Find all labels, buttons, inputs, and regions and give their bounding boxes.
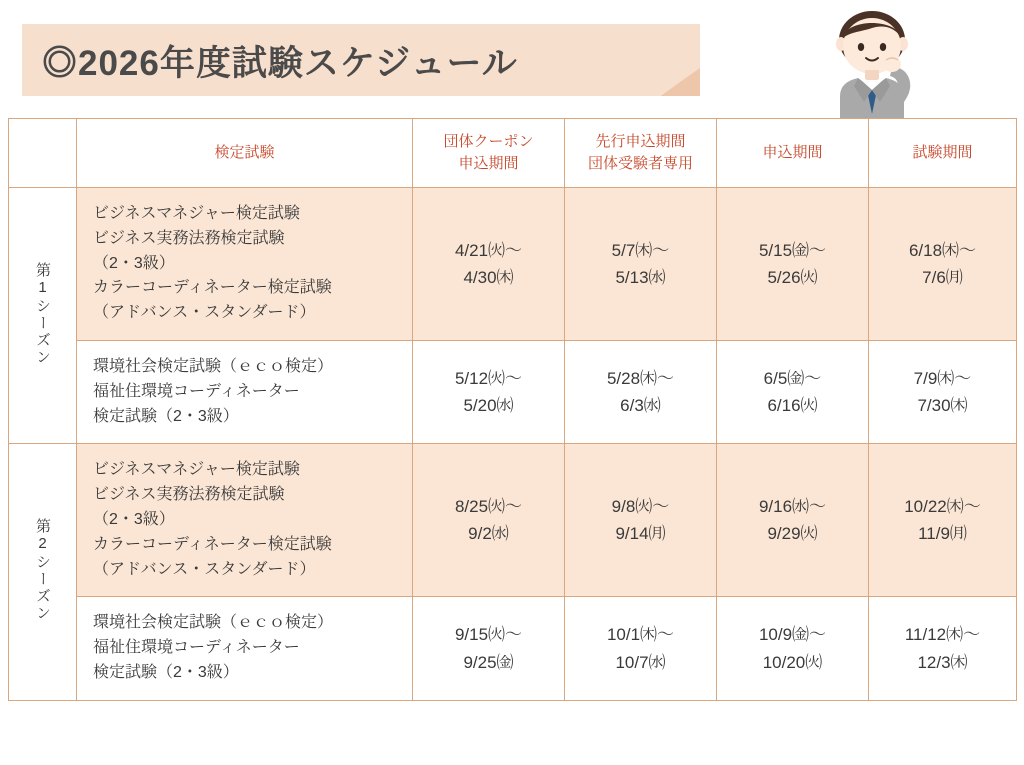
exam-period-cell bbox=[869, 340, 1017, 443]
table-row bbox=[9, 597, 1017, 700]
date-line: 10/20㈫ bbox=[762, 652, 823, 672]
date-line: 5/13㈬ bbox=[615, 267, 666, 287]
date-line: 9/15㈫〜 bbox=[454, 625, 523, 645]
apply-period-cell bbox=[717, 188, 869, 341]
group-coupon-period-cell bbox=[413, 597, 565, 700]
date-line: 5/26㈫ bbox=[767, 267, 818, 287]
date-line: 9/8㈫〜 bbox=[611, 497, 670, 517]
date-line: 9/16㈬〜 bbox=[758, 497, 827, 517]
exam-name: 検定試験（2・3級） bbox=[93, 663, 239, 681]
date-line: 6/16㈫ bbox=[767, 396, 818, 416]
header-group-coupon-line1: 団体クーポン bbox=[443, 133, 534, 151]
date-line: 7/30㈭ bbox=[917, 396, 968, 416]
date-line: 8/25㈫〜 bbox=[454, 497, 523, 517]
preapply-period-cell bbox=[565, 188, 717, 341]
header-preapply bbox=[565, 119, 717, 188]
exam-name: ビジネスマネジャー検定試験 bbox=[93, 461, 300, 479]
season-label-cell-2 bbox=[9, 444, 77, 700]
exam-name: 検定試験（2・3級） bbox=[93, 407, 239, 425]
exam-name: 環境社会検定試験（ｅｃｏ検定） bbox=[93, 614, 334, 632]
exam-period-cell bbox=[869, 188, 1017, 341]
exam-name: 福祉住環境コーディネーター bbox=[93, 639, 300, 657]
date-line: 6/18㈭〜 bbox=[908, 240, 977, 260]
date-line: 12/3㈭ bbox=[917, 652, 968, 672]
header-blank bbox=[9, 119, 77, 188]
season-label-1: 第1シーズン bbox=[34, 261, 51, 366]
date-line: 7/9㈭〜 bbox=[913, 368, 972, 388]
date-line: 10/7㈬ bbox=[615, 652, 666, 672]
exam-name: 環境社会検定試験（ｅｃｏ検定） bbox=[93, 357, 334, 375]
date-line: 4/30㈭ bbox=[463, 267, 514, 287]
exam-period-cell bbox=[869, 597, 1017, 700]
date-line: 5/28㈭〜 bbox=[606, 368, 675, 388]
exam-period-cell bbox=[869, 444, 1017, 597]
season-label-cell-1 bbox=[9, 188, 77, 444]
exam-name: カラーコーディネーター検定試験 bbox=[93, 279, 332, 297]
header-group-coupon-line2: 申込期間 bbox=[458, 155, 519, 172]
date-line: 7/6㈪ bbox=[922, 267, 963, 287]
preapply-period-cell bbox=[565, 597, 717, 700]
exam-name: ビジネス実務法務検定試験 bbox=[93, 229, 285, 247]
page-header bbox=[0, 10, 1024, 110]
header-preapply-line1: 先行申込期間 bbox=[595, 133, 686, 151]
date-line: 11/9㈪ bbox=[918, 524, 967, 544]
date-line: 5/15㈮〜 bbox=[758, 240, 827, 260]
exam-schedule-table bbox=[8, 118, 1017, 701]
group-coupon-period-cell bbox=[413, 444, 565, 597]
date-line: 9/2㈬ bbox=[468, 524, 509, 544]
group-coupon-period-cell bbox=[413, 340, 565, 443]
date-line: 10/9㈮〜 bbox=[758, 625, 827, 645]
exam-name: カラーコーディネーター検定試験 bbox=[93, 535, 332, 553]
date-line: 6/5㈮〜 bbox=[763, 368, 822, 388]
date-line: 5/7㈭〜 bbox=[611, 240, 670, 260]
exam-name: ビジネスマネジャー検定試験 bbox=[93, 205, 300, 222]
date-line: 10/1㈭〜 bbox=[606, 625, 675, 645]
table-row bbox=[9, 444, 1017, 597]
page-title: ◎2026年度試験スケジュール bbox=[42, 44, 518, 83]
date-line: 9/29㈫ bbox=[767, 524, 818, 544]
date-line: 11/12㈭〜 bbox=[904, 625, 981, 645]
exam-list-cell bbox=[77, 340, 413, 443]
header-preapply-line2: 団体受験者専用 bbox=[587, 155, 693, 172]
date-line: 9/14㈪ bbox=[615, 524, 666, 544]
exam-name: （アドバンス・スタンダード） bbox=[93, 560, 316, 578]
person-thinking-illustration bbox=[810, 10, 950, 128]
group-coupon-period-cell bbox=[413, 188, 565, 341]
date-line: 4/21㈫〜 bbox=[454, 240, 523, 260]
header-apply-label: 申込期間 bbox=[762, 144, 823, 162]
season-label-2: 第2シーズン bbox=[34, 518, 51, 623]
table-row bbox=[9, 188, 1017, 341]
apply-period-cell bbox=[717, 597, 869, 700]
exam-list-cell bbox=[77, 444, 413, 597]
preapply-period-cell bbox=[565, 444, 717, 597]
header-period-label: 試験期間 bbox=[912, 144, 973, 162]
exam-name: ビジネス実務法務検定試験 bbox=[93, 486, 285, 504]
exam-list-cell bbox=[77, 188, 413, 341]
header-exam-label: 検定試験 bbox=[214, 144, 275, 162]
header-period bbox=[869, 119, 1017, 188]
date-line: 10/22㈭〜 bbox=[904, 497, 981, 517]
header-exam bbox=[77, 119, 413, 188]
exam-name: （2・3級） bbox=[93, 510, 175, 528]
table-row bbox=[9, 340, 1017, 443]
exam-name: （2・3級） bbox=[93, 254, 175, 272]
apply-period-cell bbox=[717, 340, 869, 443]
date-line: 5/20㈬ bbox=[463, 396, 514, 416]
date-line: 5/12㈫〜 bbox=[454, 368, 523, 388]
apply-period-cell bbox=[717, 444, 869, 597]
date-line: 6/3㈬ bbox=[620, 396, 661, 416]
preapply-period-cell bbox=[565, 340, 717, 443]
table-header-row bbox=[9, 119, 1017, 188]
header-group-coupon bbox=[413, 119, 565, 188]
exam-name: 福祉住環境コーディネーター bbox=[93, 382, 300, 400]
header-apply bbox=[717, 119, 869, 188]
exam-name: （アドバンス・スタンダード） bbox=[93, 304, 316, 322]
exam-list-cell bbox=[77, 597, 413, 700]
date-line: 9/25㈮ bbox=[463, 652, 514, 672]
